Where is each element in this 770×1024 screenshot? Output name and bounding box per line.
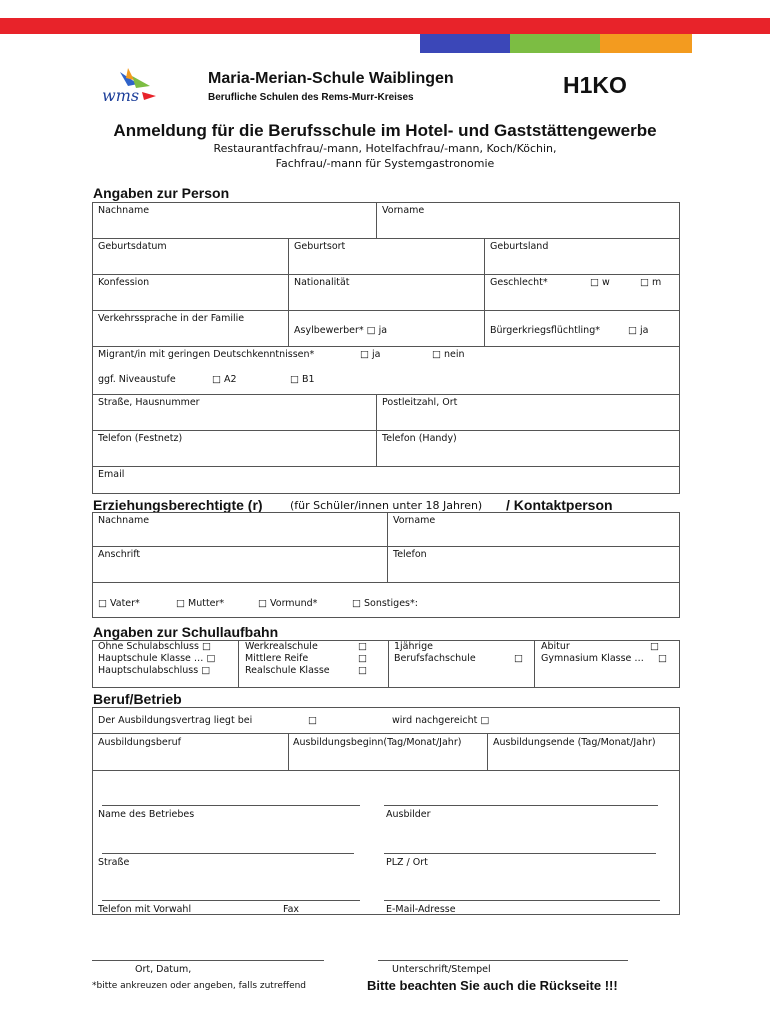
gender-female-checkbox[interactable]: □ w [590,277,610,288]
birthcountry-field[interactable]: Geburtsland [490,241,549,252]
gender-label: Geschlecht* [490,277,548,288]
person-lastname-field[interactable]: Nachname [98,205,150,216]
phone-landline-field[interactable]: Telefon (Festnetz) [98,433,183,444]
hauptschule-degree-option[interactable]: Hauptschulabschluss □ [98,665,211,676]
company-street-field[interactable]: Straße [98,857,130,868]
werkrealschule-option[interactable]: Werkrealschule [245,641,318,652]
migrant-no-checkbox[interactable]: □ nein [432,349,465,360]
realschule-class-option[interactable]: Realschule Klasse [245,665,330,676]
abitur-label: Abitur [541,641,570,652]
person-firstname-field[interactable]: Vorname [382,205,425,216]
birthdate-field[interactable]: Geburtsdatum [98,241,167,252]
guardian-firstname-field[interactable]: Vorname [393,515,436,526]
company-fax-field[interactable]: Fax [283,904,300,915]
gymnasium-checkbox[interactable]: □ [658,653,667,664]
legal-guardian-checkbox[interactable]: □ Vormund* [258,598,318,609]
asylum-seeker-checkbox[interactable]: Asylbewerber* □ ja [294,325,388,336]
training-start-field[interactable]: Ausbildungsbeginn(Tag/Monat/Jahr) [293,737,462,748]
signature-field[interactable]: Unterschrift/Stempel [392,964,491,975]
company-email-field[interactable]: E-Mail-Adresse [386,904,456,915]
guardian-lastname-field[interactable]: Nachname [98,515,150,526]
footnote: *bitte ankreuzen oder angeben, falls zutreffend [92,981,307,991]
postcode-city-field[interactable]: Postleitzahl, Ort [382,397,458,408]
berufsfachschule-label-2: Berufsfachschule [394,653,476,664]
document-title: Anmeldung für die Berufsschule im Hotel- und Gaststättengewerbe [113,121,657,140]
email-field[interactable]: Email [98,469,125,480]
school-logo [98,66,160,108]
trainer-field[interactable]: Ausbilder [386,809,431,820]
header-blue-bar [420,34,510,53]
back-side-note: Bitte beachten Sie auch die Rückseite !!! [367,978,618,993]
guardian-address-field[interactable]: Anschrift [98,549,141,560]
nationality-field[interactable]: Nationalität [294,277,350,288]
birthplace-field[interactable]: Geburtsort [294,241,346,252]
company-postcode-field[interactable]: PLZ / Ort [386,857,428,868]
war-refugee-checkbox[interactable]: □ ja [628,325,649,336]
mittlere-reife-option[interactable]: Mittlere Reife [245,653,309,664]
school-col-3 [394,641,476,665]
form-code: H1KO [563,72,627,98]
realschule-checkbox[interactable]: □ [358,665,367,676]
school-col-2-checkboxes [358,641,367,677]
berufsfachschule-label-1: 1jährige [394,641,433,652]
contract-label: Der Ausbildungsvertrag liegt bei [98,715,253,726]
person-section [92,202,680,494]
header-orange-bar [600,34,692,53]
occupation-field[interactable]: Ausbildungsberuf [98,737,181,748]
person-heading: Angaben zur Person [93,185,230,201]
contract-attached-checkbox[interactable]: □ [308,715,317,726]
werkrealschule-checkbox[interactable]: □ [358,641,367,652]
school-col-1 [98,641,215,677]
school-col-4 [541,641,644,665]
school-name: Maria-Merian-Schule Waiblingen [208,70,454,87]
other-checkbox[interactable]: □ Sonstiges*: [352,598,418,609]
no-degree-option[interactable]: Ohne Schulabschluss □ [98,641,211,652]
mother-checkbox[interactable]: □ Mutter* [176,598,225,609]
logo-text: wms [102,86,140,105]
guardian-phone-field[interactable]: Telefon [393,549,427,560]
street-field[interactable]: Straße, Hausnummer [98,397,200,408]
migrant-yes-checkbox[interactable]: □ ja [360,349,381,360]
document-subtitle-1: Restaurantfachfrau/-mann, Hotelfachfrau/-mann, Koch/Köchin, [213,142,557,155]
job-heading: Beruf/Betrieb [93,691,182,707]
gender-male-checkbox[interactable]: □ m [640,277,662,288]
phone-mobile-field[interactable]: Telefon (Handy) [382,433,457,444]
contact-heading: / Kontaktperson [506,497,613,513]
school-subtitle: Berufliche Schulen des Rems-Murr-Kreises [208,92,414,103]
school-heading: Angaben zur Schullaufbahn [93,624,279,640]
company-phone-field[interactable]: Telefon mit Vorwahl [98,904,192,915]
level-b1-checkbox[interactable]: □ B1 [290,374,315,385]
level-a2-checkbox[interactable]: □ A2 [212,374,237,385]
contract-later-checkbox[interactable]: wird nachgereicht □ [392,715,490,726]
company-name-field[interactable]: Name des Betriebes [98,809,195,820]
guardian-note: (für Schüler/innen unter 18 Jahren) [290,499,483,512]
hauptschule-class-option[interactable]: Hauptschule Klasse … □ [98,653,216,664]
father-checkbox[interactable]: □ Vater* [98,598,140,609]
place-date-field[interactable]: Ort, Datum, [135,964,192,975]
family-language-field[interactable]: Verkehrssprache in der Familie [98,313,245,324]
war-refugee-label: Bürgerkriegsflüchtling* [490,325,600,336]
header-green-bar [510,34,600,53]
abitur-checkbox[interactable]: □ [650,641,659,652]
migrant-label: Migrant/in mit geringen Deutschkenntnissen* [98,349,315,360]
header-red-bar [0,18,770,34]
religion-field[interactable]: Konfession [98,277,150,288]
gymnasium-label: Gymnasium Klasse … [541,653,644,664]
school-col-2 [245,641,330,677]
document-subtitle-2: Fachfrau/-mann für Systemgastronomie [275,157,495,170]
mittlere-reife-checkbox[interactable]: □ [358,653,367,664]
training-end-field[interactable]: Ausbildungsende (Tag/Monat/Jahr) [493,737,656,748]
guardian-heading: Erziehungsberechtigte (r) [93,497,263,513]
berufsfachschule-checkbox[interactable]: □ [514,653,523,664]
level-label: ggf. Niveaustufe [98,374,176,385]
